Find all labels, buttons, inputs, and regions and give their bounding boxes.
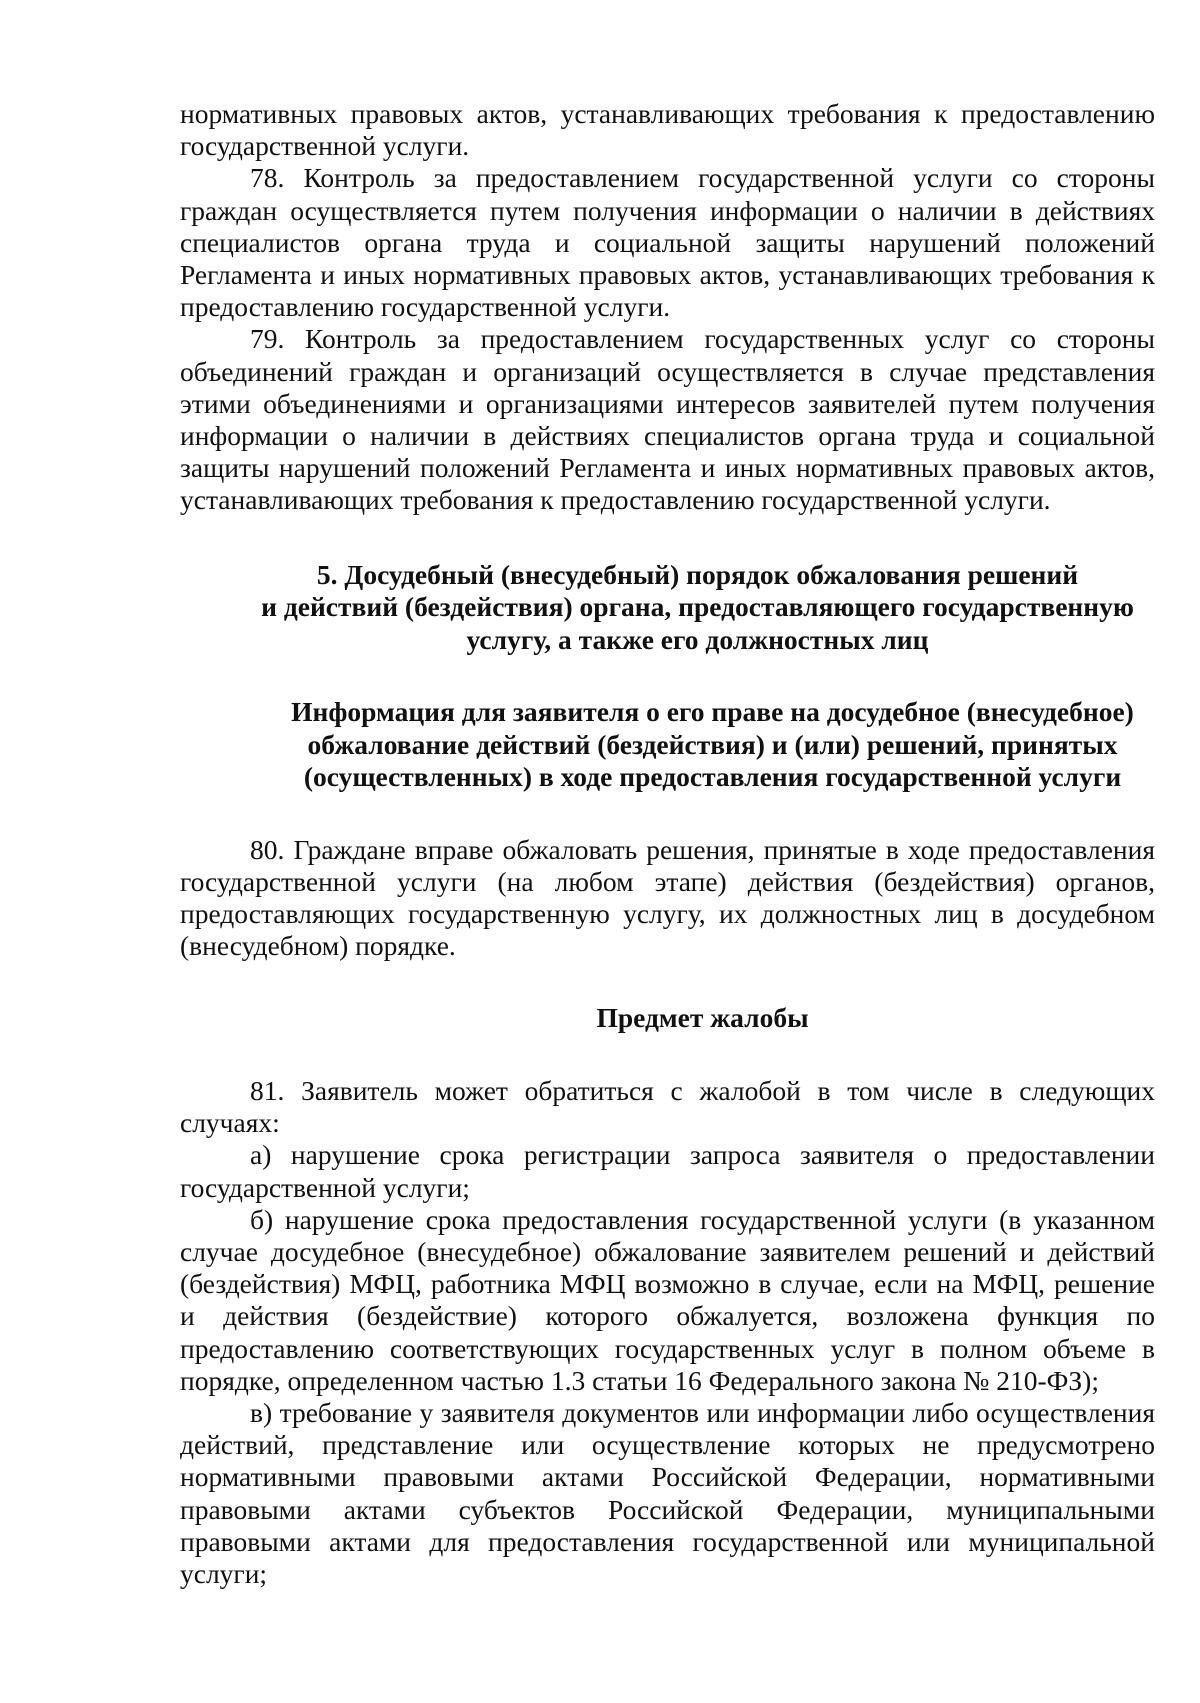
info-heading-line-2: обжалование действий (бездействия) и (или) решений, принятых [307,728,1118,760]
paragraph-78: 78. Контроль за предоставлением государственной услуги со стороны граждан осуществляется путем получения информации о наличии в действиях специалистов органа труда и социальной защиты нарушений положений Регламента и иных нормативных правовых актов, устанавливающих требования к предоставлению государственной услуги. [180,162,1155,323]
paragraph-80: 80. Граждане вправе обжаловать решения, принятые в ходе предоставления государственной услуги (на любом этапе) действия (бездействия) органов, предоставляющих государственную услугу, их должностных лиц в досудебном (внесудебном) порядке. [180,833,1155,962]
paragraph-81-a: а) нарушение срока регистрации запроса заявителя о предоставлении государственной услуги; [180,1139,1155,1203]
paragraph-continued: нормативных правовых актов, устанавливающих требования к предоставлению государственной услуги. [180,98,1155,162]
subject-heading: Предмет жалобы [596,1002,809,1034]
section-5-heading-line-1: 5. Досудебный (внесудебный) порядок обжалования решений [316,558,1079,590]
section-5-heading-line-2: и действий (бездействия) органа, предоставляющего государственную [261,591,1134,623]
info-heading [180,696,1155,794]
document-page [180,98,1155,1590]
paragraph-81-v: в) требование у заявителя документов или информации либо осуществления действий, представление или осуществление которых не предусмотрено нормативными правовыми актами Российской Федерации, нормативными правовыми актами субъектов Российской Федерации, муниципальными правовыми актами для предоставления государственной или муниципальной услуги; [180,1396,1155,1589]
section-5-heading-line-3: услугу, а также его должностных лиц [466,623,929,655]
paragraph-81: 81. Заявитель может обратиться с жалобой в том числе в следующих случаях: [180,1074,1155,1139]
paragraph-81-b: б) нарушение срока предоставления государственной услуги (в указанном случае досудебное (внесудебное) обжалование заявителем решений и действий (бездействия) МФЦ, работника МФЦ возможно в случае, если на МФЦ, решение и действия (бездействие) которого обжалуется, возложена функция по предоставлению соответствующих государственных услуг в полном объеме в порядке, определенном частью 1.3 статьи 16 Федерального закона № 210-ФЗ); [180,1203,1155,1396]
info-heading-line-1: Информация для заявителя о его праве на досудебное (внесудебное) [291,696,1134,728]
paragraph-79: 79. Контроль за предоставлением государственных услуг со стороны объединений граждан и организаций осуществляется в случае представления этими объединениями и организациями интересов заявителей путем получения информации о наличии в действиях специалистов органа труда и социальной защиты нарушений положений Регламента и иных нормативных правовых актов, устанавливающих требования к предоставлению государственной услуги. [180,323,1155,516]
section-5-heading [180,559,1155,657]
info-heading-line-3: (осуществленных) в ходе предоставления государственной услуги [303,761,1122,793]
